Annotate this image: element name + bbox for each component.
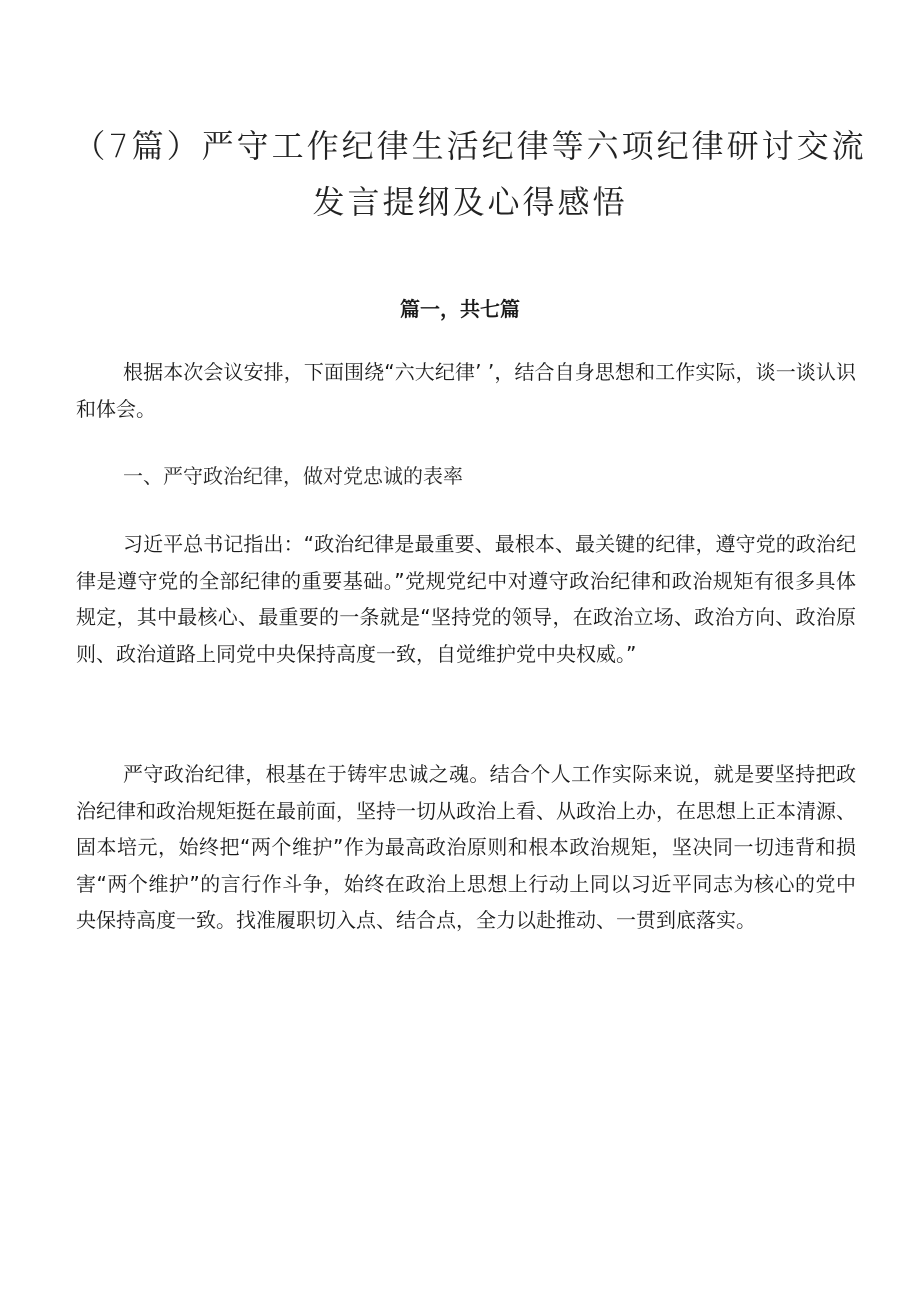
document-title: （7篇）严守工作纪律生活纪律等六项纪律研讨交流发言提纲及心得感悟 [73, 127, 867, 221]
subheading-political-discipline: 一、严守政治纪律，做对党忠诚的表率 [123, 464, 463, 488]
paragraph-practice: 严守政治纪律，根基在于铸牢忠诚之魂。结合个人工作实际来说，就是要坚持把政治纪律和政治规矩挺在最前面，坚持一切从政治上看、从政治上办，在思想上正本清源、固本培元，始终把“两个维护”作为最高政治原则和根本政治规矩，坚决同一切违背和损害“两个维护”的言行作斗争，始终在政治上思想上行动上同以习近平同志为核心的党中央保持高度一致。找准履职切入点、结合点，全力以赴推动、一贯到底落实。 [76, 762, 856, 932]
paragraph-quote: 习近平总书记指出：“政治纪律是最重要、最根本、最关键的纪律，遵守党的政治纪律是遵守党的全部纪律的重要基础。”党规党纪中对遵守政治纪律和政治规矩有很多具体规定，其中最核心、最重要的一条就是“坚持党的领导，在政治立场、政治方向、政治原则、政治道路上同党中央保持高度一致，自觉维护党中央权威。” [76, 532, 856, 666]
section-heading: 篇一，共七篇 [400, 297, 520, 321]
paragraph-intro: 根据本次会议安排，下面围绕“六大纪律’ ’，结合自身思想和工作实际，谈一谈认识和体会。 [76, 360, 856, 421]
